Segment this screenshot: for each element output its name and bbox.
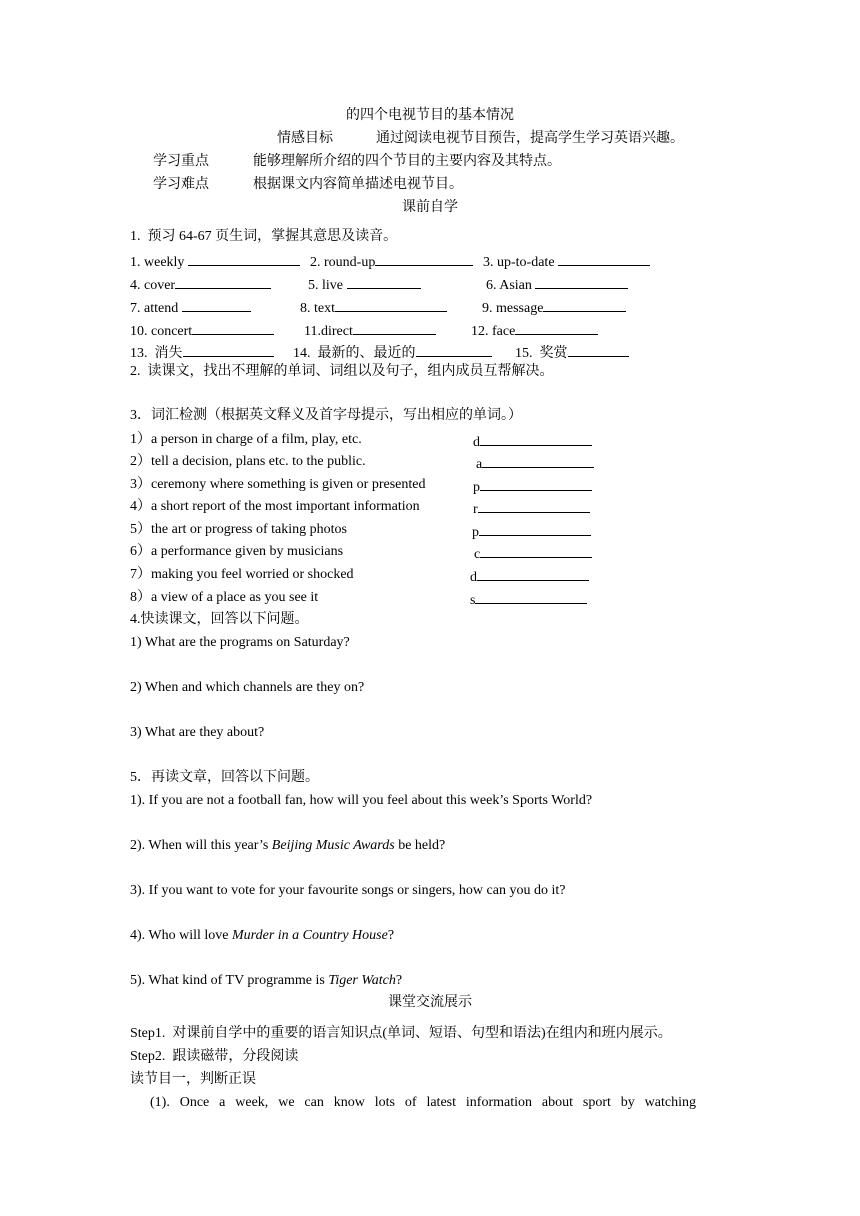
- key-point-label: 学习重点: [153, 154, 209, 169]
- item-word: watching: [644, 1095, 696, 1110]
- initial-letter: s: [470, 593, 476, 608]
- initial-letter: a: [476, 457, 483, 472]
- initial-letter: p: [473, 480, 480, 495]
- item-word: we: [278, 1095, 295, 1110]
- initial-letter: d: [470, 570, 477, 585]
- task4-question-3: 3) What are they about?: [130, 725, 265, 740]
- task5-title: 5．再读文章，回答以下问题。: [130, 770, 319, 785]
- vocab-item-label: 10. concert: [130, 324, 193, 339]
- initial-letter: p: [472, 525, 479, 540]
- item-word: of: [404, 1095, 417, 1110]
- vocab-item: [293, 342, 492, 363]
- answer-blank[interactable]: [535, 274, 628, 289]
- vocab-item: [130, 320, 274, 341]
- answer-blank[interactable]: [478, 498, 590, 513]
- item-word: lots: [374, 1095, 395, 1110]
- task4-question-1: 1) What are the programs on Saturday?: [130, 635, 350, 650]
- answer-blank[interactable]: [568, 342, 629, 357]
- task4-title: 4.快读课文，回答以下问题。: [130, 612, 309, 627]
- vocab-item: [130, 342, 274, 363]
- item-word: by: [620, 1095, 635, 1110]
- part1-instruction: 读节目一，判断正误: [130, 1072, 256, 1087]
- true-false-item-1: [150, 1094, 696, 1112]
- answer-field: [470, 566, 589, 587]
- definition-text: 6）a performance given by musicians: [130, 544, 344, 559]
- answer-blank[interactable]: [183, 342, 274, 357]
- vocab-item-label: 6. Asian: [486, 278, 536, 293]
- task5-question-5: 5). What kind of TV programme is Tiger Watch?: [130, 973, 403, 988]
- emotion-goal-label: 情感目标: [277, 131, 333, 146]
- item-word: about: [541, 1095, 573, 1110]
- vocab-item: [483, 251, 650, 272]
- vocab-item: [515, 342, 629, 363]
- vocab-item-label: 7. attend: [130, 301, 182, 316]
- vocab-item: [130, 251, 300, 272]
- difficulty-text: 根据课文内容简单描述电视节目。: [253, 177, 463, 192]
- vocab-item-label: 3. up-to-date: [483, 255, 559, 270]
- item-word: Once: [179, 1095, 210, 1110]
- task2-title: 2. 读课文，找出不理解的单词、词组以及句子，组内成员互帮解决。: [130, 364, 554, 379]
- section-title-classroom: 课堂交流展示: [388, 995, 472, 1010]
- vocab-item: [130, 274, 271, 295]
- initial-letter: c: [474, 547, 481, 562]
- section-title-preview: 课前自学: [402, 200, 458, 215]
- vocab-item-label: 13. 消失: [130, 346, 183, 361]
- vocab-item-label: 11.direct: [304, 324, 353, 339]
- answer-blank[interactable]: [480, 431, 592, 446]
- item-word: can: [304, 1095, 324, 1110]
- task3-title: 3．词汇检测（根据英文释义及首字母提示，写出相应的单词。）: [130, 408, 522, 423]
- answer-field: [473, 476, 592, 497]
- answer-blank[interactable]: [182, 297, 251, 312]
- initial-letter: r: [473, 502, 478, 517]
- answer-blank[interactable]: [558, 251, 650, 266]
- vocab-item: [130, 297, 251, 318]
- answer-field: [473, 431, 592, 452]
- definition-text: 4）a short report of the most important information: [130, 499, 420, 514]
- answer-field: [474, 543, 592, 564]
- vocab-item-label: 5. live: [308, 278, 347, 293]
- vocab-item: [300, 297, 447, 318]
- task5-question-3: 3). If you want to vote for your favourite songs or singers, how can you do it?: [130, 883, 566, 898]
- answer-blank[interactable]: [480, 543, 592, 558]
- answer-blank[interactable]: [543, 297, 626, 312]
- answer-blank[interactable]: [335, 297, 447, 312]
- answer-blank[interactable]: [188, 251, 300, 266]
- task5-question-2: 2). When will this year’s Beijing Music Awards be held?: [130, 838, 446, 853]
- difficulty-label: 学习难点: [153, 177, 209, 192]
- definition-text: 5）the art or progress of taking photos: [130, 522, 347, 537]
- answer-field: [470, 589, 587, 610]
- vocab-item-label: 12. face: [471, 324, 516, 339]
- answer-blank[interactable]: [480, 476, 592, 491]
- vocab-item-label: 2. round-up: [310, 255, 376, 270]
- definition-text: 8）a view of a place as you see it: [130, 590, 319, 605]
- step1-text: Step1. 对课前自学中的重要的语言知识点(单词、短语、句型和语法)在组内和班内展示。: [130, 1026, 672, 1041]
- answer-blank[interactable]: [375, 251, 473, 266]
- item-word: a: [219, 1095, 226, 1110]
- answer-blank[interactable]: [479, 521, 591, 536]
- definition-text: 7）making you feel worried or shocked: [130, 567, 354, 582]
- answer-field: [472, 521, 591, 542]
- answer-blank[interactable]: [416, 342, 492, 357]
- item-word: sport: [582, 1095, 611, 1110]
- item-word: latest: [426, 1095, 456, 1110]
- definition-text: 3）ceremony where something is given or presented: [130, 477, 426, 492]
- initial-letter: d: [473, 435, 480, 450]
- task5-question-1: 1). If you are not a football fan, how will you feel about this week’s Sports World?: [130, 793, 593, 808]
- answer-blank[interactable]: [353, 320, 436, 335]
- task4-question-2: 2) When and which channels are they on?: [130, 680, 365, 695]
- emotion-goal-text: 通过阅读电视节目预告，提高学生学习英语兴趣。: [376, 131, 684, 146]
- vocab-item: [471, 320, 598, 341]
- item-word: information: [465, 1095, 532, 1110]
- vocab-item-label: 9. message: [482, 301, 544, 316]
- definition-text: 1）a person in charge of a film, play, etc.: [130, 432, 362, 447]
- vocab-item: [482, 297, 626, 318]
- answer-field: [476, 453, 594, 474]
- task5-question-4: 4). Who will love Murder in a Country House?: [130, 928, 395, 943]
- answer-blank[interactable]: [347, 274, 421, 289]
- definition-text: 2）tell a decision, plans etc. to the public.: [130, 454, 366, 469]
- item-word: know: [333, 1095, 365, 1110]
- answer-blank[interactable]: [482, 453, 594, 468]
- vocab-item-label: 8. text: [300, 301, 335, 316]
- item-word: (1).: [150, 1095, 170, 1110]
- vocab-item-label: 14. 最新的、最近的: [293, 346, 416, 361]
- step2-text: Step2. 跟读磁带，分段阅读: [130, 1049, 299, 1064]
- key-point-text: 能够理解所介绍的四个节目的主要内容及其特点。: [253, 154, 561, 169]
- answer-blank[interactable]: [515, 320, 598, 335]
- answer-field: [473, 498, 590, 519]
- vocab-item: [486, 274, 628, 295]
- answer-blank[interactable]: [475, 589, 587, 604]
- vocab-item: [308, 274, 421, 295]
- vocab-item: [304, 320, 436, 341]
- task1-title: 1. 预习 64-67 页生词，掌握其意思及读音。: [130, 229, 398, 244]
- answer-blank[interactable]: [477, 566, 589, 581]
- answer-blank[interactable]: [192, 320, 274, 335]
- vocab-item-label: 4. cover: [130, 278, 176, 293]
- vocab-item-label: 15. 奖赏: [515, 346, 568, 361]
- vocab-item: [310, 251, 473, 272]
- vocab-item-label: 1. weekly: [130, 255, 188, 270]
- answer-blank[interactable]: [175, 274, 271, 289]
- item-word: week,: [235, 1095, 269, 1110]
- objective-line: 的四个电视节目的基本情况: [346, 108, 514, 123]
